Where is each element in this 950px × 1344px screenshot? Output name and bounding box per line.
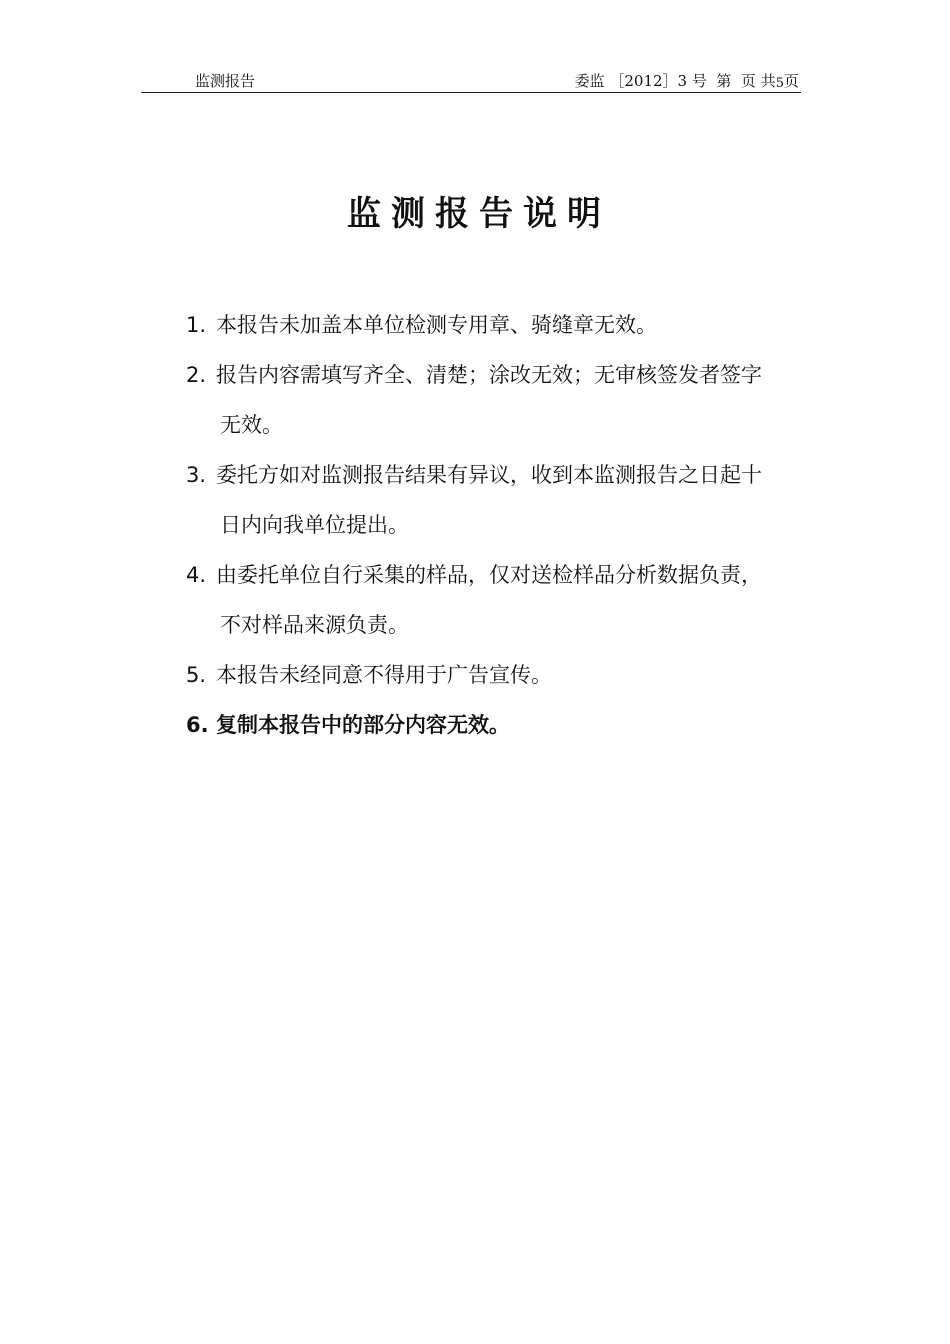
note-item-5 bbox=[186, 650, 816, 700]
note-line bbox=[186, 350, 816, 400]
note-line bbox=[186, 450, 816, 500]
note-text: 报告内容需填写齐全、清楚；涂改无效；无审核签发者签字 bbox=[216, 363, 762, 387]
note-line bbox=[186, 550, 816, 600]
header-total-pages: 5 bbox=[775, 76, 784, 91]
note-text-continued: 不对样品来源负责。 bbox=[220, 613, 409, 637]
note-text: 由委托单位自行采集的样品，仅对送检样品分析数据负责， bbox=[216, 563, 762, 587]
header-doc-number-suffix: 页 bbox=[783, 72, 799, 90]
notes-list bbox=[186, 300, 816, 750]
document-title: 监测报告说明 bbox=[347, 194, 611, 234]
note-number: 1. bbox=[186, 313, 207, 337]
note-text: 本报告未经同意不得用于广告宣传。 bbox=[216, 663, 552, 687]
header-title: 监测报告 bbox=[195, 72, 256, 90]
note-item-6 bbox=[186, 700, 816, 750]
note-text-continued: 日内向我单位提出。 bbox=[220, 513, 409, 537]
note-number: 3. bbox=[186, 463, 207, 487]
header-doc-number-prefix: 委监 ［2012］3 号 第 页 共 bbox=[574, 72, 776, 90]
note-line bbox=[186, 650, 816, 700]
note-text: 委托方如对监测报告结果有异议，收到本监测报告之日起十 bbox=[216, 463, 762, 487]
note-line bbox=[186, 300, 816, 350]
note-item-2 bbox=[186, 350, 816, 450]
note-number: 6. bbox=[186, 713, 209, 737]
note-item-1 bbox=[186, 300, 816, 350]
note-text: 本报告未加盖本单位检测专用章、骑缝章无效。 bbox=[216, 313, 657, 337]
page-header bbox=[141, 68, 801, 93]
note-number: 5. bbox=[186, 663, 207, 687]
note-text: 复制本报告中的部分内容无效。 bbox=[216, 713, 510, 737]
note-number: 2. bbox=[186, 363, 207, 387]
note-item-3 bbox=[186, 450, 816, 550]
note-item-4 bbox=[186, 550, 816, 650]
header-doc-number bbox=[575, 70, 799, 91]
note-number: 4. bbox=[186, 563, 207, 587]
note-line bbox=[186, 700, 816, 750]
note-text-continued: 无效。 bbox=[220, 413, 283, 437]
